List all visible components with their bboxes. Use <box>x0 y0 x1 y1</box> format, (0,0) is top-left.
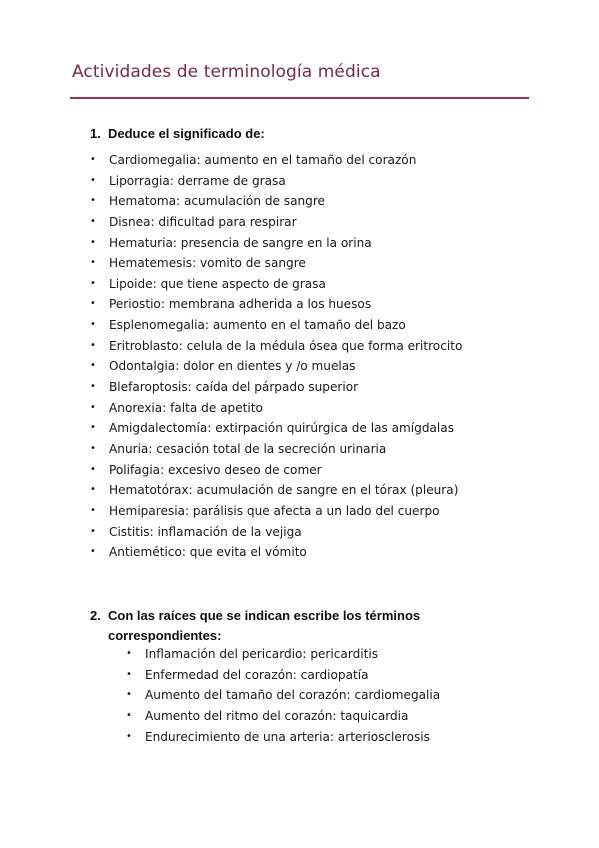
bullet-icon: • <box>126 709 132 721</box>
list-item-text: Anorexia: falta de apetito <box>109 400 263 415</box>
list-item-text: Inflamación del pericardio: pericarditis <box>145 647 379 661</box>
bullet-icon: • <box>90 525 96 537</box>
page-title: Actividades de terminología médica <box>72 62 381 82</box>
bullet-icon: • <box>126 730 132 742</box>
section1-list-item <box>90 191 462 212</box>
bullet-icon: • <box>90 319 96 331</box>
section1-list-item <box>90 294 462 315</box>
bullet-icon: • <box>90 360 96 372</box>
list-item-text: Enfermedad del corazón: cardiopatía <box>145 667 369 682</box>
bullet-icon: • <box>126 668 132 680</box>
list-item-text: Antiemético: que evita el vómito <box>109 545 307 560</box>
bullet-icon: • <box>90 484 96 496</box>
section1-list-item <box>90 356 462 377</box>
section-2-number: 2. <box>90 608 101 623</box>
list-item-text: Periostio: membrana adherida a los huesos <box>109 297 372 312</box>
list-item-text: Disnea: dificultad para respirar <box>109 214 297 229</box>
section1-list-item <box>90 418 462 439</box>
section-2-heading <box>90 606 420 646</box>
list-item-text: Amigdalectomía: extirpación quirúrgica de las amígdalas <box>109 421 455 436</box>
section-2-heading-text-line-2: correspondientes: <box>108 628 222 643</box>
section2-list-item <box>126 665 440 686</box>
list-item-text: Aumento del ritmo del corazón: taquicardia <box>145 708 409 723</box>
section1-list-item <box>90 480 462 501</box>
section1-list-item <box>90 171 462 192</box>
section-1-heading <box>90 126 265 141</box>
bullet-icon: • <box>126 648 132 659</box>
list-item-text: Endurecimiento de una arteria: arteriosclerosis <box>145 729 430 744</box>
list-item-text: Blefaroptosis: caída del párpado superior <box>109 380 359 395</box>
section-2-heading-text-line-1: Con las raíces que se indican escribe los términos <box>108 608 421 623</box>
section2-list-item <box>126 727 440 748</box>
list-item-text: Hematemesis: vomito de sangre <box>109 256 306 271</box>
bullet-icon: • <box>90 154 96 165</box>
section1-list-item <box>90 253 462 274</box>
list-item-text: Liporragia: derrame de grasa <box>109 173 286 188</box>
title-underline-divider <box>70 97 529 99</box>
section-2-list <box>126 644 441 747</box>
list-item-text: Lipoide: que tiene aspecto de grasa <box>109 276 326 291</box>
bullet-icon: • <box>90 215 96 227</box>
bullet-icon: • <box>90 504 96 516</box>
section2-list-item <box>126 685 441 706</box>
section1-list-item <box>90 542 462 563</box>
bullet-icon: • <box>90 422 96 434</box>
bullet-icon: • <box>90 442 96 454</box>
list-item-text: Hematoma: acumulación de sangre <box>109 194 325 209</box>
bullet-icon: • <box>90 463 96 475</box>
bullet-icon: • <box>90 298 96 310</box>
bullet-icon: • <box>90 236 96 248</box>
section2-list-item <box>126 644 440 665</box>
list-item-text: Odontalgia: dolor en dientes y /o muelas <box>109 359 356 374</box>
section2-list-item <box>126 706 440 727</box>
section1-list-item <box>90 522 462 543</box>
section1-list-item <box>90 274 462 295</box>
bullet-icon: • <box>90 174 96 186</box>
section1-list-item <box>90 439 462 460</box>
section1-list-item <box>90 150 462 171</box>
list-item-text: Aumento del tamaño del corazón: cardiomegalia <box>145 688 441 703</box>
section1-list-item <box>90 212 462 233</box>
list-item-text: Anuria: cesación total de la secreción urinaria <box>109 441 387 456</box>
list-item-text: Eritroblasto: celula de la médula ósea que forma eritrocito <box>109 338 463 353</box>
section1-list-item <box>90 233 462 254</box>
list-item-text: Cistitis: inflamación de la vejiga <box>109 524 302 539</box>
section1-list-item <box>90 336 463 357</box>
list-item-text: Polifagia: excesivo deseo de comer <box>109 462 322 477</box>
section1-list-item <box>90 315 462 336</box>
bullet-icon: • <box>90 277 96 289</box>
section1-list-item <box>90 460 462 481</box>
bullet-icon: • <box>90 401 96 413</box>
list-item-text: Hemiparesia: parálisis que afecta a un lado del cuerpo <box>109 503 440 518</box>
bullet-icon: • <box>90 339 96 351</box>
section1-list-item <box>90 501 462 522</box>
bullet-icon: • <box>90 257 96 269</box>
section1-list-item <box>90 377 462 398</box>
section1-list-item <box>90 398 462 419</box>
list-item-text: Cardiomegalia: aumento en el tamaño del corazón <box>109 153 417 167</box>
list-item-text: Hematuria: presencia de sangre en la orina <box>109 235 372 250</box>
bullet-icon: • <box>126 689 132 701</box>
bullet-icon: • <box>90 546 96 558</box>
section-1-heading-text: Deduce el significado de: <box>108 126 265 141</box>
list-item-text: Hematotórax: acumulación de sangre en el tórax (pleura) <box>109 483 459 498</box>
bullet-icon: • <box>90 195 96 207</box>
bullet-icon: • <box>90 381 96 393</box>
list-item-text: Esplenomegalia: aumento en el tamaño del bazo <box>109 318 406 333</box>
section-1-number: 1. <box>90 126 101 141</box>
section-1-list <box>90 150 463 563</box>
